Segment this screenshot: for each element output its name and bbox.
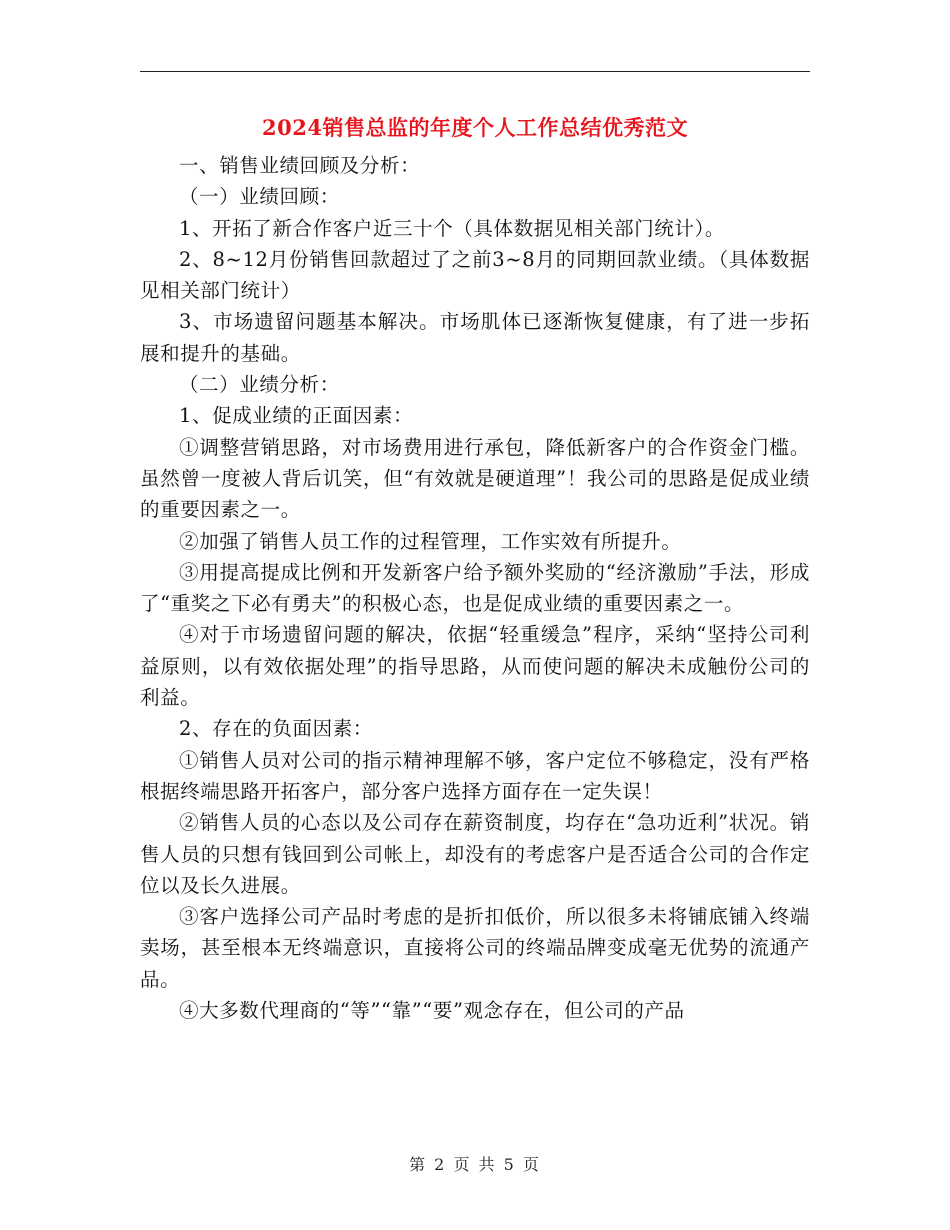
paragraph: ②销售人员的心态以及公司存在薪资制度，均存在“急功近利”状况。销售人员的只想有钱回到公司帐上，却没有的考虑客户是否适合公司的合作定位以及长久进展。 — [140, 811, 810, 897]
paragraph: ①调整营销思路，对市场费用进行承包，降低新客户的合作资金门槛。虽然曾一度被人背后讥笑，但“有效就是硬道理”！我公司的思路是促成业绩的重要因素之一。 — [140, 435, 810, 522]
paragraph: ③用提高提成比例和开发新客户给予额外奖励的“经济激励”手法，形成了“重奖之下必有勇夫”的积极心态，也是促成业绩的重要因素之一。 — [140, 560, 810, 616]
paragraph: ④对于市场遗留问题的解决，依据“轻重缓急”程序，采纳“坚持公司利益原则，以有效依据处理”的指导思路，从而使问题的解决未成触份公司的利益。 — [140, 623, 810, 710]
paragraph: 3、市场遗留问题基本解决。市场肌体已逐渐恢复健康，有了进一步拓展和提升的基础。 — [140, 310, 810, 365]
page-footer: 第 2 页 共 5 页 — [409, 1155, 541, 1174]
paragraph: ③客户选择公司产品时考虑的是折扣低价，所以很多未将铺底铺入终端卖场，甚至根本无终端意识，直接将公司的终端品牌变成毫无优势的流通产品。 — [140, 905, 810, 991]
paragraph: 2、存在的负面因素： — [179, 717, 373, 741]
paragraph-subheading-analysis: （二）业绩分析： — [179, 373, 340, 397]
paragraph: ①销售人员对公司的指示精神理解不够，客户定位不够稳定，没有严格根据终端思路开拓客户，部分客户选择方面存在一定失误！ — [140, 748, 810, 803]
document-title: 2024销售总监的年度个人工作总结优秀范文 — [262, 115, 688, 140]
paragraph-subheading-review: （一）业绩回顾： — [179, 185, 340, 209]
paragraph: 1、促成业绩的正面因素： — [179, 404, 414, 428]
header-rule — [140, 71, 810, 72]
paragraph: ④大多数代理商的“等”“靠”“要”观念存在，但公司的产品 — [179, 999, 685, 1023]
paragraph: 1、开拓了新合作客户近三十个（具体数据见相关部门统计）。 — [179, 216, 725, 240]
paragraph: ②加强了销售人员工作的过程管理，工作实效有所提升。 — [179, 529, 682, 553]
paragraph-section-heading: 一、销售业绩回顾及分析： — [179, 154, 421, 177]
paragraph: 2、8~12月份销售回款超过了之前3~8月的同期回款业绩。（具体数据见相关部门统计） — [140, 247, 810, 303]
document-body — [140, 150, 810, 1026]
